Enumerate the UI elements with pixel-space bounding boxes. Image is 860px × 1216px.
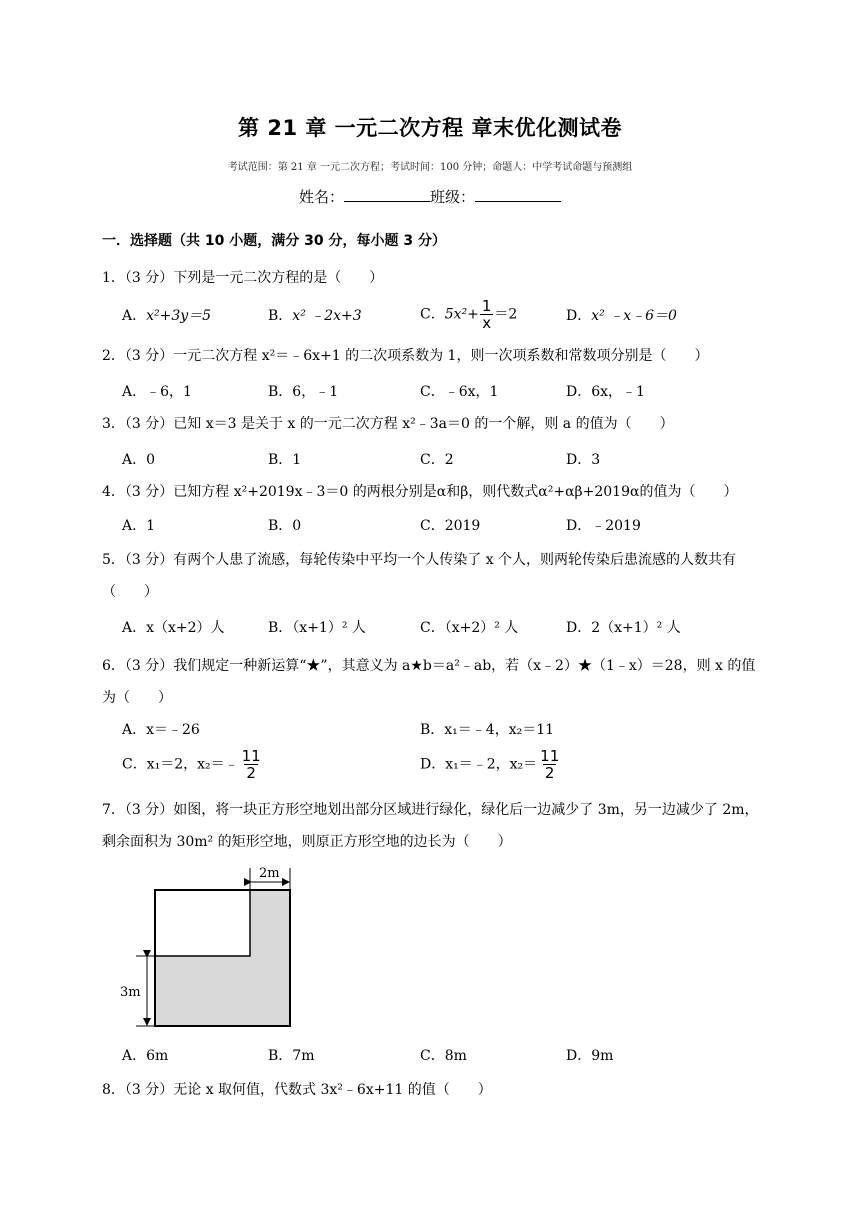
q6-c-pre: C．x₁＝2，x₂＝﹣ (122, 756, 239, 773)
q1-d-math: x² ﹣x﹣6＝0 (591, 308, 677, 324)
question-4-stem: 4．（3 分）已知方程 x²+2019x﹣3＝0 的两根分别是α和β，则代数式α²+αβ+2019α的值为（ ） (102, 484, 738, 500)
q6-option-b: B．x₁＝﹣4，x₂＝11 (420, 722, 555, 738)
q7-option-c: C．8m (420, 1048, 467, 1064)
q4-option-a: A．1 (122, 518, 156, 534)
q3-option-a: A．0 (122, 452, 156, 468)
q5-option-b: B．（x+1）² 人 (268, 620, 366, 636)
square-land-figure (120, 860, 310, 1035)
q1-c-fraction (480, 298, 494, 331)
question-5-stem: 5．（3 分）有两个人患了流感，每轮传染中平均一个人传染了 x 个人，则两轮传染后患流感的人数共有（ ） (102, 552, 737, 600)
q3-option-d: D．3 (566, 452, 601, 468)
q4-option-b: B．0 (268, 518, 302, 534)
q6-d-numerator: 11 (540, 747, 560, 765)
name-class-line (0, 186, 860, 207)
q1-a-letter: A． (122, 308, 147, 324)
q1-option-c (420, 298, 517, 331)
q1-b-math: x² ﹣2x+3 (292, 308, 362, 324)
q5-option-a: A．x（x+2）人 (122, 620, 225, 636)
q6-d-fraction (538, 748, 561, 781)
question-3-stem: 3．（3 分）已知 x＝3 是关于 x 的一元二次方程 x²﹣3a＝0 的一个解，则 a 的值为（ ） (102, 416, 674, 432)
q2-option-d: D．6x，﹣1 (566, 384, 645, 400)
q1-c-letter: C． (420, 306, 445, 323)
class-label: 班级： (430, 188, 476, 206)
q2-option-b: B．6，﹣1 (268, 384, 339, 400)
q7-option-b: B．7m (268, 1048, 315, 1064)
q1-option-a (122, 306, 211, 326)
q6-option-c (122, 748, 264, 781)
exam-meta: 考试范围：第 21 章 一元二次方程；考试时间：100 分钟；命题人：中学考试命题与预测组 (227, 162, 633, 173)
q5-option-d: D．2（x+1）² 人 (566, 620, 681, 636)
q1-option-d (566, 306, 677, 326)
top-dim-label: 2m (259, 866, 280, 881)
left-dim-label: 3m (120, 985, 141, 1000)
q1-b-letter: B． (268, 308, 293, 324)
remaining-rectangle-border (155, 890, 250, 956)
q6-option-a: A．x＝﹣26 (122, 722, 200, 738)
question-1-stem: 1．（3 分）下列是一元二次方程的是（ ） (102, 270, 384, 286)
question-6-stem: 6．（3 分）我们规定一种新运算“★”，其意义为 a★b＝a²﹣ab，若（x﹣2）★（1﹣x）＝28，则 x 的值为（ ） (102, 658, 756, 706)
class-blank[interactable] (475, 187, 561, 202)
q6-c-denominator: 2 (246, 764, 256, 782)
q2-option-a: A．﹣6，1 (122, 384, 192, 400)
q2-option-c: C．﹣6x，1 (420, 384, 499, 400)
q1-c-pre: 5x²+ (444, 306, 479, 323)
q3-option-c: C．2 (420, 452, 454, 468)
question-2-stem: 2．（3 分）一元二次方程 x²＝﹣6x+1 的二次项系数为 1，则一次项系数和常数项分别是（ ） (102, 348, 709, 364)
q7-option-a: A．6m (122, 1048, 169, 1064)
q5-option-c: C．（x+2）² 人 (420, 620, 519, 636)
q1-c-post: ＝2 (494, 306, 518, 323)
q1-d-letter: D． (566, 308, 592, 324)
q4-option-d: D．﹣2019 (566, 518, 641, 534)
q6-d-pre: D．x₁＝﹣2，x₂＝ (420, 756, 538, 773)
q6-c-fraction (240, 748, 263, 781)
name-label: 姓名： (298, 188, 344, 206)
q1-option-b (268, 306, 362, 326)
question-8-stem: 8．（3 分）无论 x 取何值，代数式 3x²﹣6x+11 的值（ ） (102, 1082, 492, 1098)
q4-option-c: C．2019 (420, 518, 481, 534)
q1-c-denominator: x (482, 314, 492, 332)
q1-a-math: x²+3y＝5 (146, 308, 212, 324)
question-7-stem: 7．（3 分）如图，将一块正方形空地划出部分区域进行绿化，绿化后一边减少了 3m，另一边减少了 2m，剩余面积为 30m² 的矩形空地，则原正方形空地的边长为（ ） (102, 802, 759, 850)
page-title: 第 21 章 一元二次方程 章末优化测试卷 (238, 116, 622, 140)
q6-option-d (420, 748, 562, 781)
q1-c-numerator: 1 (481, 297, 492, 315)
section-title: 一．选择题（共 10 小题，满分 30 分，每小题 3 分） (102, 233, 446, 249)
name-blank[interactable] (344, 187, 430, 202)
q6-c-numerator: 11 (241, 747, 261, 765)
q3-option-b: B．1 (268, 452, 302, 468)
green-area (155, 890, 290, 1026)
q7-option-d: D．9m (566, 1048, 614, 1064)
q6-d-denominator: 2 (544, 764, 555, 782)
